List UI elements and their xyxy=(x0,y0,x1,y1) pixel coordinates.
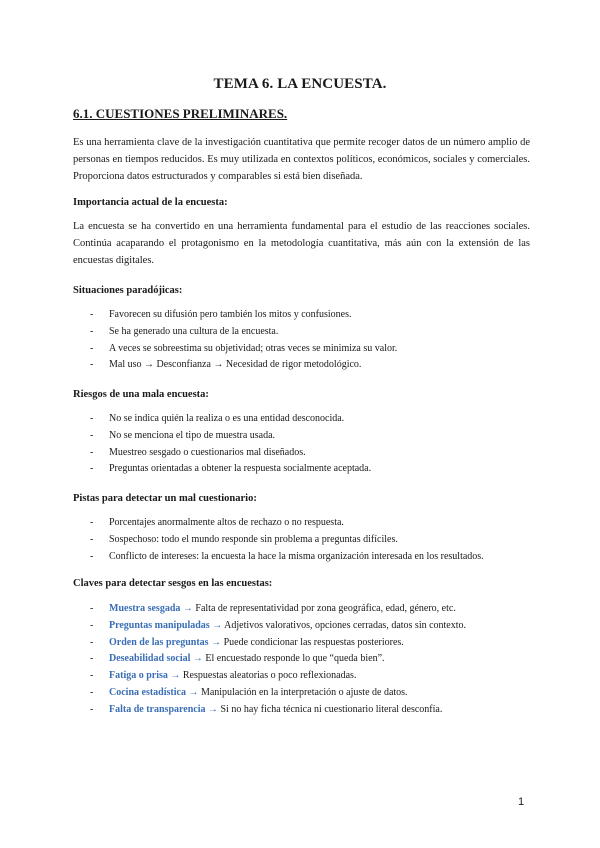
list-item-text: Preguntas orientadas a obtener la respuesta socialmente aceptada. xyxy=(109,463,372,475)
bias-text: Si no hay ficha técnica ni cuestionario literal desconfía. xyxy=(220,703,443,715)
list-item-text: Se ha generado una cultura de la encuesta. xyxy=(109,325,279,337)
list-item xyxy=(73,461,533,478)
arrow-icon: → xyxy=(192,653,203,665)
list-item-text: Porcentajes anormalmente altos de rechazo o no respuesta. xyxy=(109,517,344,528)
list-item xyxy=(73,685,533,702)
list-item-text: Conflicto de intereses: la encuesta la hace la misma organización interesada en los resultados. xyxy=(109,550,484,562)
list-item xyxy=(73,549,533,566)
list-item-text: A veces se sobreestima su objetividad; otras veces se minimiza su valor. xyxy=(109,342,398,354)
arrow-icon: → xyxy=(170,670,181,682)
page-title: TEMA 6. LA ENCUESTA. xyxy=(213,76,387,92)
risks-heading: Riesgos de una mala encuesta: xyxy=(73,389,209,400)
list-item-text: Favorecen su difusión pero también los mitos y confusiones. xyxy=(109,309,352,320)
bias-text: Adjetivos valorativos, opciones cerradas, datos sin contexto. xyxy=(224,619,467,631)
bias-key: Falta de transparencia xyxy=(109,703,206,715)
list-item-text: Muestreo sesgado o cuestionarios mal diseñados. xyxy=(109,446,306,458)
biases-heading: Claves para detectar sesgos en las encuestas: xyxy=(73,578,273,589)
biases-list xyxy=(73,601,533,719)
list-item-text: No se menciona el tipo de muestra usada. xyxy=(109,429,276,441)
clues-heading: Pistas para detectar un mal cuestionario: xyxy=(73,493,257,504)
bullet-dash: - xyxy=(90,413,94,424)
bias-key: Preguntas manipuladas xyxy=(109,619,210,631)
arrow-icon: → xyxy=(188,686,199,698)
list-item-text: No se indica quién la realiza o es una entidad desconocida. xyxy=(109,413,345,424)
list-item xyxy=(73,702,533,719)
bullet-dash: - xyxy=(90,603,94,614)
importance-paragraph: La encuesta se ha convertido en una herramienta fundamental para el estudio de las reacciones sociales. Continúa acaparando el protagonismo en la metodología cuantitativa, más aún con la extensión de las encuestas digitales. xyxy=(73,221,530,266)
arrow-icon: → xyxy=(182,603,193,614)
arrow-icon: → xyxy=(211,636,222,648)
list-item xyxy=(73,341,533,358)
intro-paragraph: Es una herramienta clave de la investigación cuantitativa que permite recoger datos de un número amplio de personas en tiempos reducidos. Es muy utilizada en contextos políticos, económicos, sociales y comerciales. Proporciona datos estructurados y comparables si está bien diseñada. xyxy=(73,137,530,182)
paradox-list xyxy=(73,307,533,374)
list-item xyxy=(73,307,533,324)
bullet-dash: - xyxy=(90,670,94,682)
section-title: 6.1. CUESTIONES PRELIMINARES. xyxy=(73,106,288,121)
bias-key: Fatiga o prisa xyxy=(109,670,168,682)
bullet-dash: - xyxy=(90,429,94,441)
bullet-dash: - xyxy=(90,446,94,458)
clues-list xyxy=(73,515,533,565)
bullet-dash: - xyxy=(90,619,94,631)
bullet-dash: - xyxy=(90,463,94,475)
list-item-text: Mal uso → Desconfianza → Necesidad de rigor metodológico. xyxy=(109,359,362,371)
paradox-heading: Situaciones paradójicas: xyxy=(73,285,183,296)
bias-text: Respuestas aleatorias o poco reflexionadas. xyxy=(182,670,357,682)
bias-key: Orden de las preguntas xyxy=(109,636,209,648)
list-item xyxy=(73,515,533,532)
list-item xyxy=(73,601,533,618)
bullet-dash: - xyxy=(90,325,94,337)
list-item xyxy=(73,411,533,428)
bias-text: Puede condicionar las respuestas posteriores. xyxy=(223,636,404,648)
bullet-dash: - xyxy=(90,636,94,648)
bullet-dash: - xyxy=(90,686,94,698)
list-item xyxy=(73,532,533,549)
bias-text: Falta de representatividad por zona geográfica, edad, género, etc. xyxy=(195,603,456,614)
list-item-text: Sospechoso: todo el mundo responde sin problema a preguntas difíciles. xyxy=(109,533,398,545)
bullet-dash: - xyxy=(90,342,94,354)
page-number: 1 xyxy=(518,796,525,808)
bullet-dash: - xyxy=(90,703,94,715)
bias-key: Deseabilidad social xyxy=(109,653,191,665)
bullet-dash: - xyxy=(90,359,94,371)
list-item xyxy=(73,635,533,652)
bullet-dash: - xyxy=(90,550,94,562)
list-item xyxy=(73,618,533,635)
importance-heading: Importancia actual de la encuesta: xyxy=(73,197,228,208)
list-item xyxy=(73,324,533,341)
list-item xyxy=(73,357,533,374)
bias-text: El encuestado responde lo que “queda bien”. xyxy=(205,653,385,665)
risks-list xyxy=(73,411,533,478)
list-item xyxy=(73,651,533,668)
bullet-dash: - xyxy=(90,517,94,528)
bias-key: Cocina estadística xyxy=(109,686,186,698)
bias-key: Muestra sesgada xyxy=(109,603,181,614)
arrow-icon: → xyxy=(212,619,223,631)
arrow-icon: → xyxy=(207,703,218,715)
list-item xyxy=(73,445,533,462)
bias-text: Manipulación en la interpretación o ajuste de datos. xyxy=(200,686,408,698)
bullet-dash: - xyxy=(90,653,94,665)
bullet-dash: - xyxy=(90,533,94,545)
bullet-dash: - xyxy=(90,309,94,320)
list-item xyxy=(73,668,533,685)
list-item xyxy=(73,428,533,445)
